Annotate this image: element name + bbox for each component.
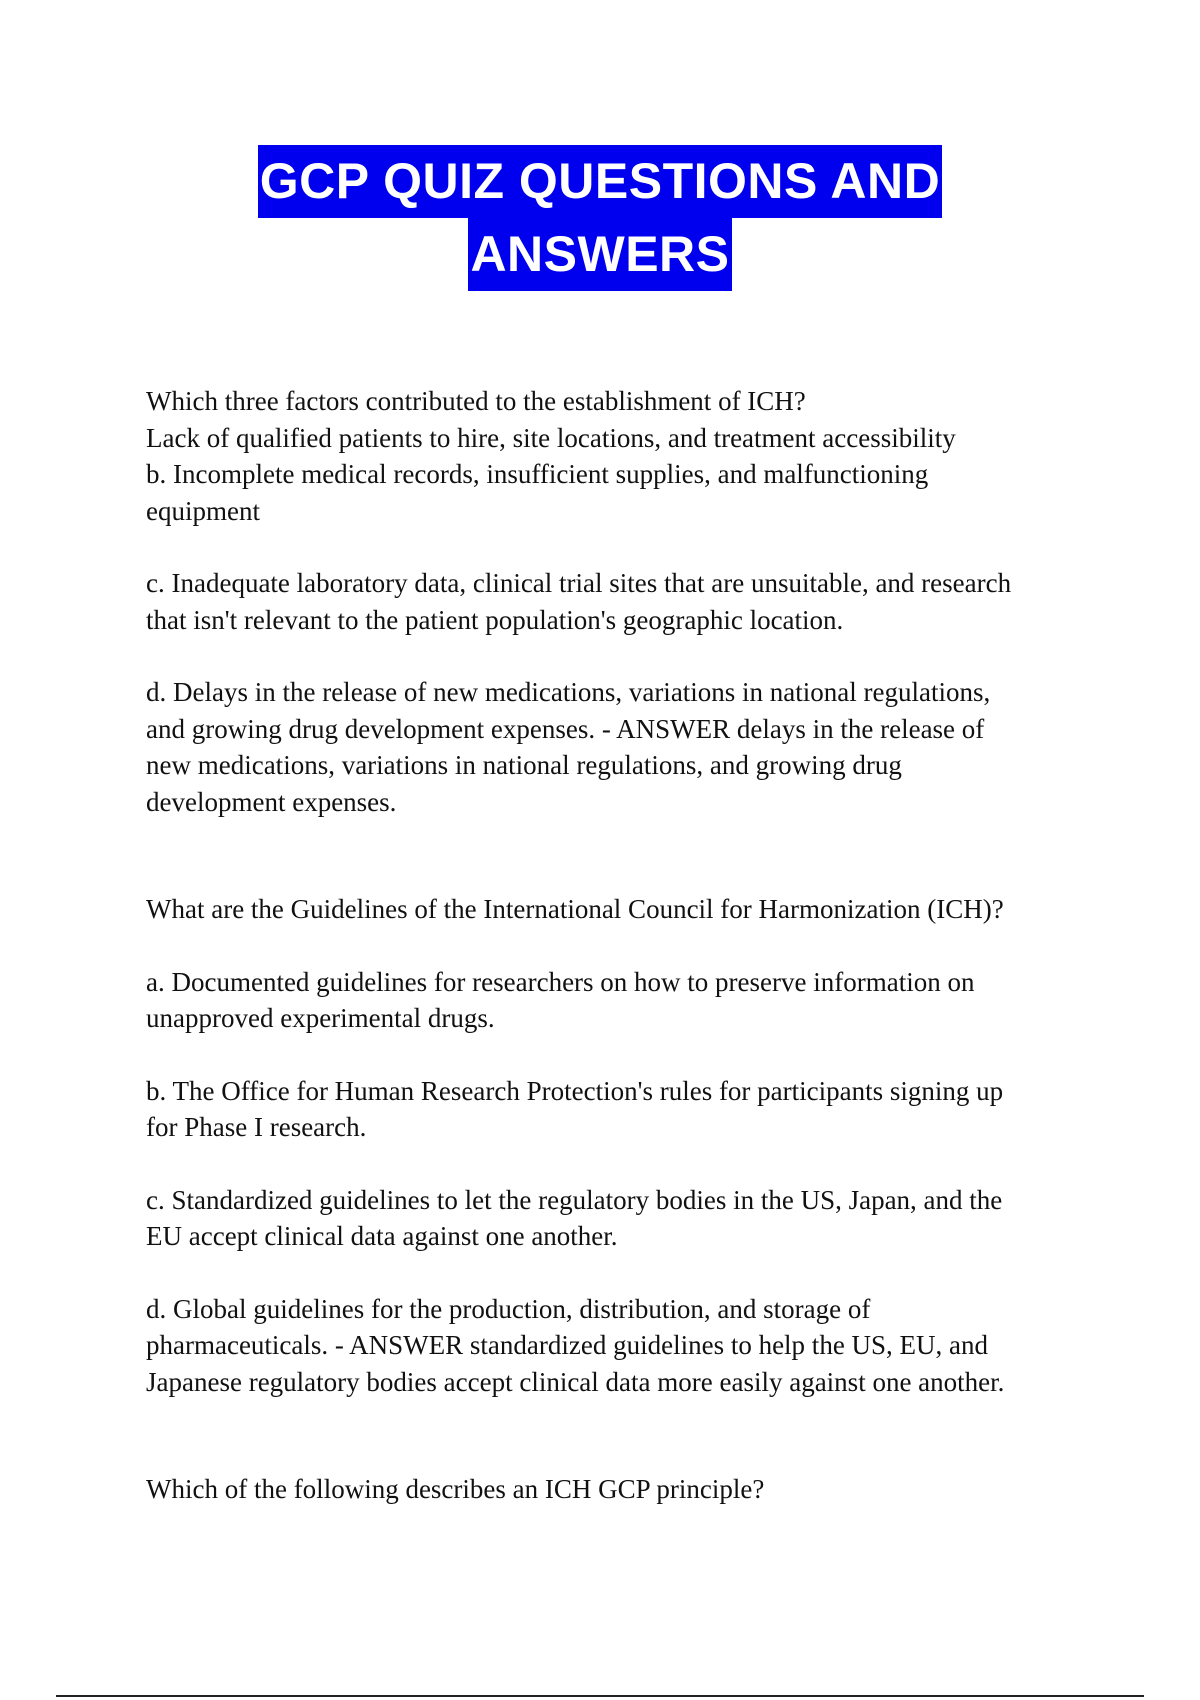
question-block-1 <box>146 383 1066 820</box>
question-1-text: Which three factors contributed to the establishment of ICH? <box>146 386 806 416</box>
question-1-option-d: d. Delays in the release of new medications, variations in national regulations, <box>146 677 991 707</box>
question-block-3 <box>146 1471 1066 1508</box>
question-1-option-a: Lack of qualified patients to hire, site locations, and treatment accessibility <box>146 422 956 453</box>
title-line-1: GCP QUIZ QUESTIONS AND <box>258 145 943 218</box>
question-1-option-b: b. Incomplete medical records, insufficient supplies, and malfunctioning <box>146 459 929 489</box>
question-1-option-c: c. Inadequate laboratory data, clinical trial sites that are unsuitable, and research <box>146 568 1012 598</box>
question-2-option-a: a. Documented guidelines for researchers on how to preserve information on <box>146 966 975 997</box>
question-1-answer-end: development expenses. <box>146 786 397 817</box>
question-2-option-b: b. The Office for Human Research Protection's rules for participants signing up <box>146 1075 1004 1106</box>
question-2-option-b-cont: for Phase I research. <box>146 1112 367 1142</box>
document-title <box>0 145 1200 291</box>
question-1-answer-cont: new medications, variations in national regulations, and growing drug <box>146 750 902 780</box>
question-2-text: What are the Guidelines of the International Council for Harmonization (ICH)? <box>146 894 1004 924</box>
title-line-2: ANSWERS <box>468 218 731 291</box>
question-1-option-b-cont: equipment <box>146 495 260 526</box>
question-2-option-a-cont: unapproved experimental drugs. <box>146 1003 495 1033</box>
page-bottom-rule <box>56 1695 1144 1697</box>
question-3-text: Which of the following describes an ICH GCP principle? <box>146 1474 765 1504</box>
question-2-option-c-cont: EU accept clinical data against one another. <box>146 1221 618 1251</box>
document-body <box>146 383 1066 1508</box>
question-1-option-c-cont: that isn't relevant to the patient population's geographic location. <box>146 604 844 635</box>
question-2-answer: pharmaceuticals. - ANSWER standardized guidelines to help the US, EU, and <box>146 1330 989 1360</box>
question-2-answer-cont: Japanese regulatory bodies accept clinical data more easily against one another. <box>146 1366 1005 1397</box>
question-2-option-c: c. Standardized guidelines to let the regulatory bodies in the US, Japan, and the <box>146 1184 1003 1215</box>
question-block-2 <box>146 891 1066 1400</box>
question-2-option-d: d. Global guidelines for the production, distribution, and storage of <box>146 1293 871 1324</box>
question-1-answer: and growing drug development expenses. - ANSWER delays in the release of <box>146 713 985 744</box>
